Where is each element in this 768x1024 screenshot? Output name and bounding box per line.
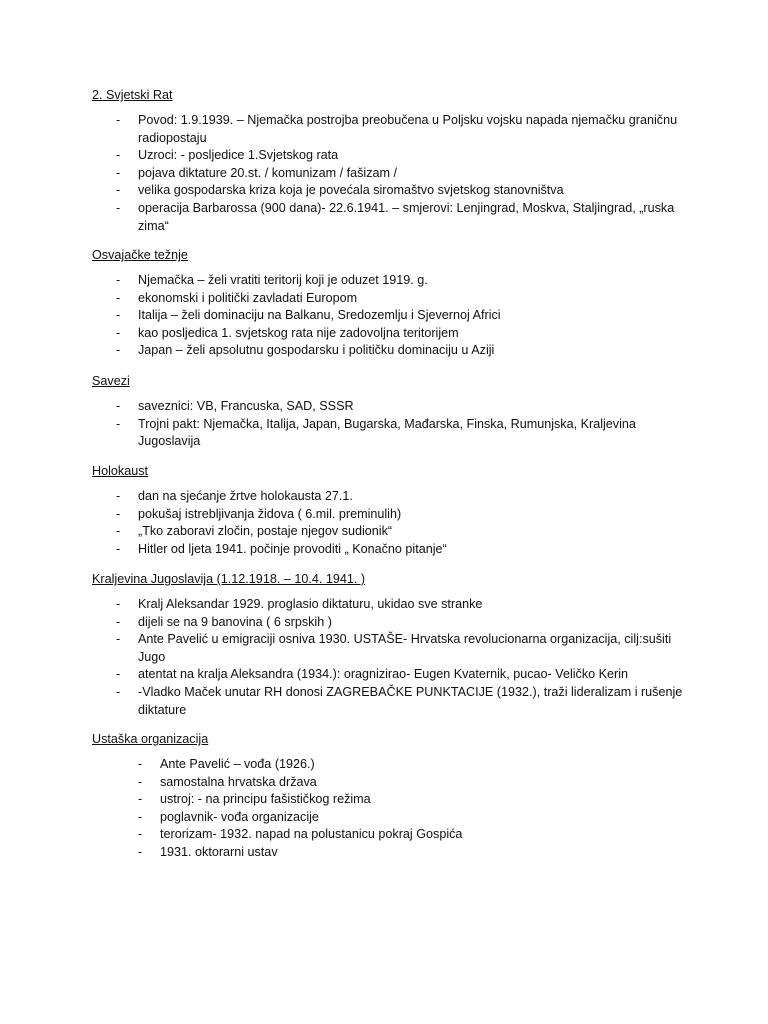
list-item: - Italija – želi dominaciju na Balkanu, Sredozemlju i Sjevernoj Africi xyxy=(92,307,698,325)
list-item: - terorizam- 1932. napad na polustanicu pokraj Gospića xyxy=(92,826,700,844)
list-item: - dan na sjećanje žrtve holokausta 27.1. xyxy=(92,488,698,506)
section-osvajacke-teznje xyxy=(92,246,692,360)
list-item: - -Vladko Maček unutar RH donosi ZAGREBAČKE PUNKTACIJE (1932.), traži lideralizam i rušenje diktature xyxy=(92,684,698,719)
list-item: - velika gospodarska kriza koja je povećala siromaštvo svjetskog stanovništva xyxy=(92,182,698,200)
list-item: - poglavnik- vođa organizacije xyxy=(92,809,700,827)
list-item: - Njemačka – želi vratiti teritorij koji je oduzet 1919. g. xyxy=(92,272,698,290)
section-savezi xyxy=(92,372,692,451)
list-item: - Ante Pavelić u emigraciji osniva 1930. USTAŠE- Hrvatska revolucionarna organizacija, cilj:sušiti Jugo xyxy=(92,631,698,666)
bullet-list xyxy=(92,272,692,360)
list-item: - operacija Barbarossa (900 dana)- 22.6.1941. – smjerovi: Lenjingrad, Moskva, Staljingrad, „ruska zima“ xyxy=(92,200,698,235)
list-item: - Povod: 1.9.1939. – Njemačka postrojba preobučena u Poljsku vojsku napada njemačku graničnu radiopostaju xyxy=(92,112,698,147)
list-item: - Trojni pakt: Njemačka, Italija, Japan, Bugarska, Mađarska, Finska, Rumunjska, Kraljevina Jugoslavija xyxy=(92,416,698,451)
section-heading: Ustaška organizacija xyxy=(92,732,209,746)
list-item: - kao posljedica 1. svjetskog rata nije zadovoljna teritorijem xyxy=(92,325,698,343)
bullet-list xyxy=(92,488,692,558)
section-heading: 2. Svjetski Rat xyxy=(92,88,173,102)
section-holokaust xyxy=(92,462,692,558)
section-heading: Kraljevina Jugoslavija (1.12.1918. – 10.4. 1941. ) xyxy=(92,572,366,586)
list-item: - 1931. oktorarni ustav xyxy=(92,844,700,862)
list-item: - saveznici: VB, Francuska, SAD, SSSR xyxy=(92,398,698,416)
list-item: - pokušaj istrebljivanja židova ( 6.mil. preminulih) xyxy=(92,506,698,524)
section-heading: Osvajačke težnje xyxy=(92,248,188,262)
list-item: - Kralj Aleksandar 1929. proglasio diktaturu, ukidao sve stranke xyxy=(92,596,698,614)
bullet-list xyxy=(92,596,692,719)
bullet-list xyxy=(92,398,692,451)
list-item: - pojava diktature 20.st. / komunizam / fašizam / xyxy=(92,165,698,183)
list-item: - ustroj: - na principu fašističkog režima xyxy=(92,791,700,809)
list-item: - Japan – želi apsolutnu gospodarsku i političku dominaciju u Aziji xyxy=(92,342,698,360)
section-heading: Savezi xyxy=(92,374,130,388)
list-item: - dijeli se na 9 banovina ( 6 srpskih ) xyxy=(92,614,698,632)
list-item: - Hitler od ljeta 1941. počinje provoditi „ Konačno pitanje“ xyxy=(92,541,698,559)
bullet-list xyxy=(92,756,692,862)
section-kraljevina-jugoslavija xyxy=(92,570,692,719)
section-heading: Holokaust xyxy=(92,464,149,478)
section-ustaska-organizacija xyxy=(92,730,692,862)
list-item: - samostalna hrvatska država xyxy=(92,774,700,792)
section-ww2 xyxy=(92,86,692,235)
list-item: - Uzroci: - posljedice 1.Svjetskog rata xyxy=(92,147,698,165)
list-item: - Ante Pavelić – vođa (1926.) xyxy=(92,756,700,774)
list-item: - ekonomski i politički zavladati Europom xyxy=(92,290,698,308)
list-item: - atentat na kralja Aleksandra (1934.): oragnizirao- Eugen Kvaternik, pucao- Veličko Kerin xyxy=(92,666,698,684)
list-item: - „Tko zaboravi zločin, postaje njegov sudionik“ xyxy=(92,523,698,541)
bullet-list xyxy=(92,112,692,235)
